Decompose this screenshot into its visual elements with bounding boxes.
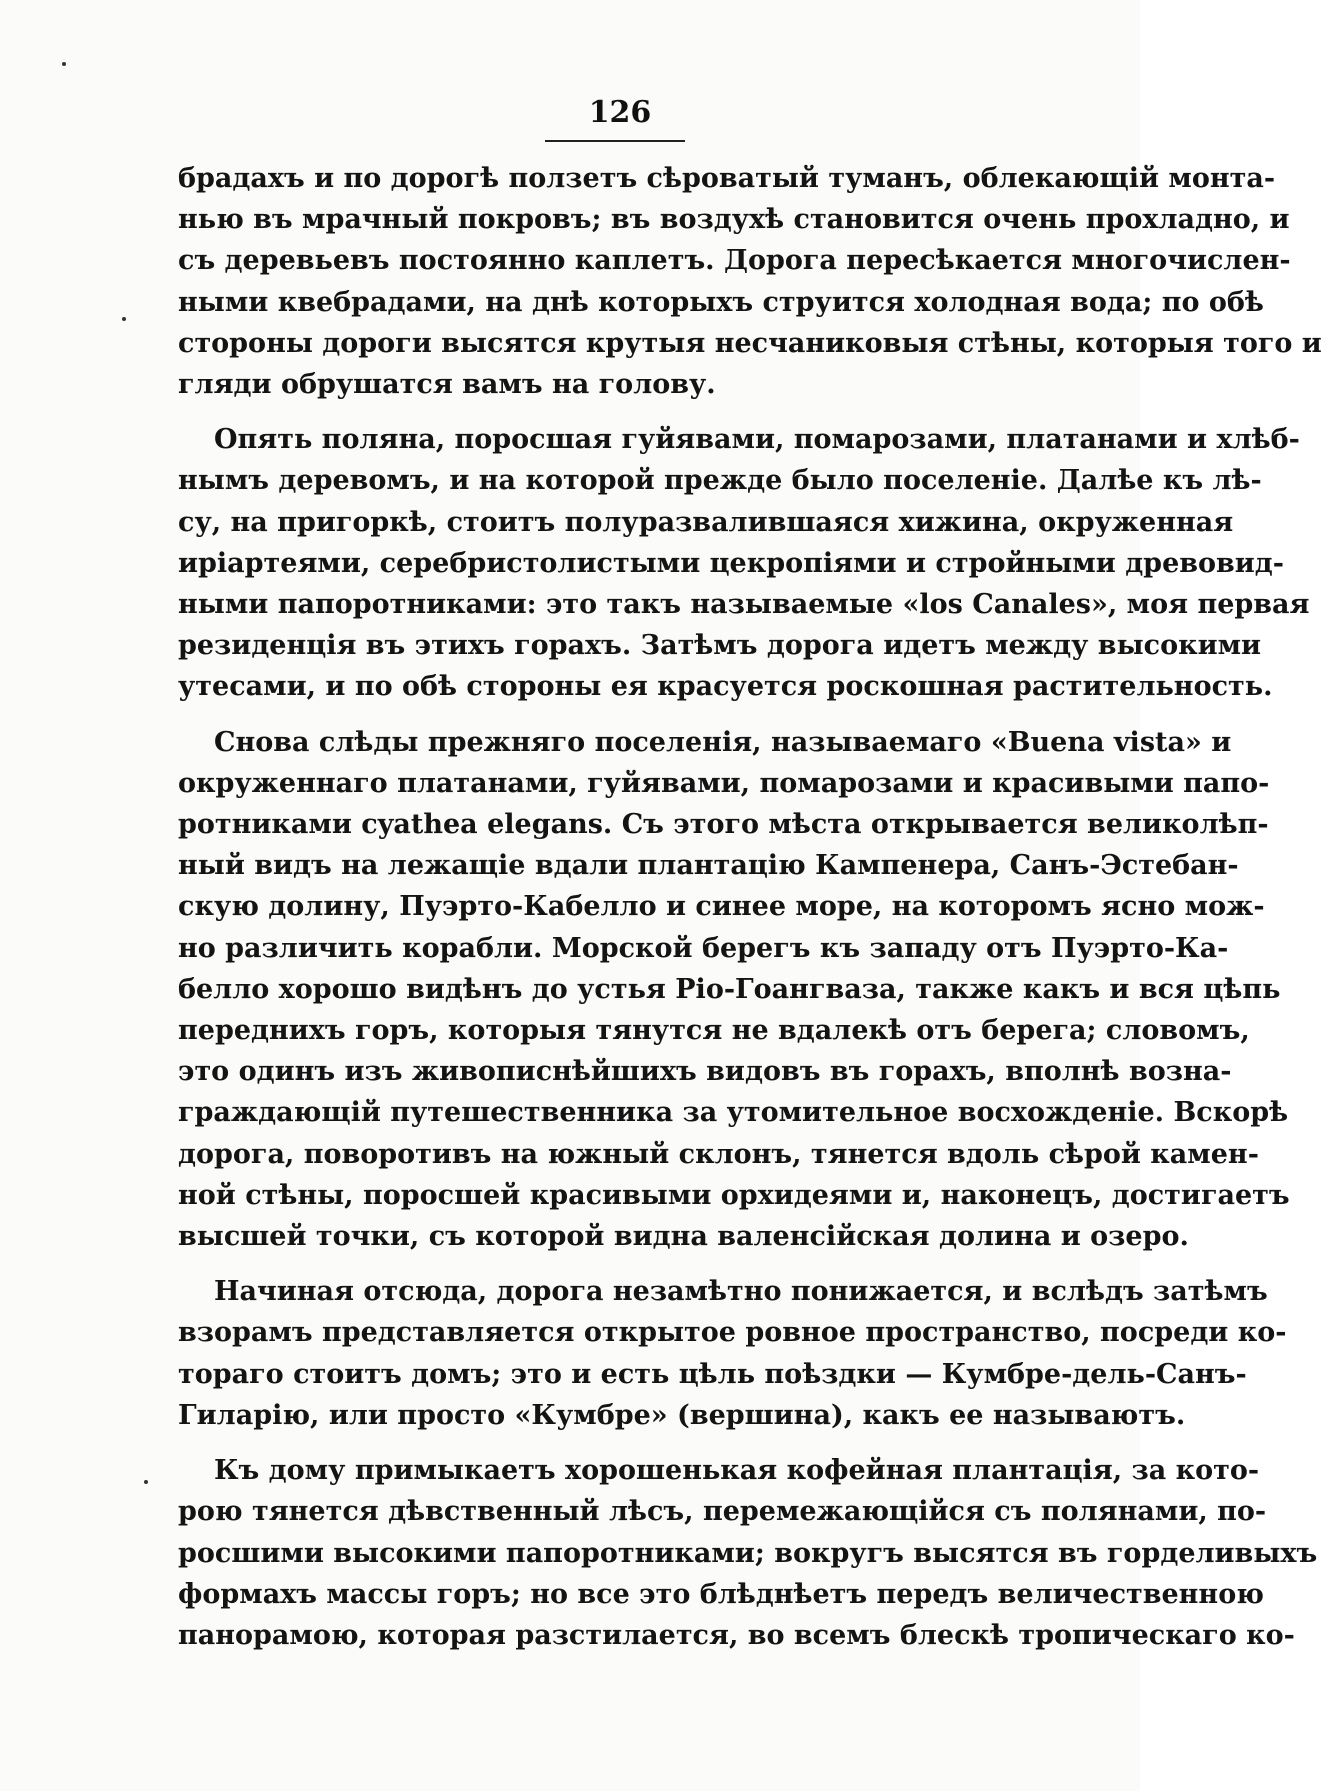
text-line: скую долину, Пуэрто-Кабелло и синее море, на которомъ ясно мож- [178,891,1265,923]
text-line: но различить корабли. Морской берегъ къ западу отъ Пуэрто-Ка- [178,932,1229,964]
text-line: стороны дороги высятся крутыя несчаниковыя стѣны, которыя того и [178,327,1322,359]
text-line: ными квебрадами, на днѣ которыхъ струится холодная вода; по обѣ [178,286,1264,318]
text-line: су, на пригоркѣ, стоитъ полуразвалившаяся хижина, окруженная [178,506,1234,538]
paragraph-gap [178,405,1048,419]
paragraph [178,419,1310,707]
text-line: резиденція въ этихъ горахъ. Затѣмъ дорога идетъ между высокими [178,630,1262,662]
scan-speck [62,62,66,66]
text-line: ный видъ на лежащіе вдали плантацію Кампенера, Санъ-Эстебан- [178,850,1239,882]
text-line: Снова слѣды прежняго поселенія, называемаго «Buena vista» и [214,726,1232,758]
paragraph [178,722,1290,1258]
page-number-rule [545,140,685,142]
text-line: окруженнаго платанами, гуйявами, помарозами и красивыми папо- [178,767,1270,799]
scan-speck [122,317,126,321]
text-line: высшей точки, съ которой видна валенсійская долина и озеро. [178,1221,1189,1253]
text-line: утесами, и по обѣ стороны ея красуется роскошная растительность. [178,671,1273,703]
text-line: брадахъ и по дорогѣ ползетъ сѣроватый туманъ, облекающій монта- [178,163,1276,194]
text-line: Гиларію, или просто «Кумбре» (вершина), какъ ее называютъ. [178,1399,1186,1431]
paragraph-gap [178,708,1048,722]
text-line: Начиная отсюда, дорога незамѣтно понижается, и вслѣдъ затѣмъ [214,1276,1268,1308]
text-line: съ деревьевъ постоянно каплетъ. Дорога пересѣкается многочислен- [178,245,1291,277]
text-line: белло хорошо видѣнъ до устья Ріо-Гоангваза, также какъ и вся цѣпь [178,973,1281,1005]
text-line: переднихъ горъ, которыя тянутся не вдалекѣ отъ берега; словомъ, [178,1015,1250,1047]
page-number: 126 [588,95,652,130]
text-line: Къ дому примыкаетъ хорошенькая кофейная плантація, за кото- [214,1455,1260,1487]
text-line: тораго стоитъ домъ; это и есть цѣль поѣздки — Кумбре-дель-Санъ- [178,1358,1247,1390]
paragraph [178,1271,1287,1436]
text-line: нью въ мрачный покровъ; въ воздухѣ становится очень прохладно, и [178,204,1290,236]
text-line: дорога, поворотивъ на южный склонъ, тянется вдоль сѣрой камен- [178,1138,1259,1170]
body-text [178,158,1322,1656]
text-line: панорамою, которая разстилается, во всемъ блескѣ тропическаго ко- [178,1619,1295,1651]
text-line: это одинъ изъ живописнѣйшихъ видовъ въ горахъ, вполнѣ возна- [178,1056,1232,1088]
paragraph [178,158,1322,405]
text-line: ными папоротниками: это такъ называемые «los Canales», моя первая [178,589,1310,621]
paragraph [178,1450,1318,1656]
text-line: Опять поляна, поросшая гуйявами, помарозами, платанами и хлѣб- [214,424,1300,456]
text-line: ротниками cyathea elegans. Съ этого мѣста открывается великолѣп- [178,809,1269,841]
text-line: иріартеями, серебристолистыми цекропіями и стройными древовид- [178,547,1284,579]
text-line: ной стѣны, поросшей красивыми орхидеями и, наконецъ, достигаетъ [178,1179,1290,1211]
text-line: гляди обрушатся вамъ на голову. [178,369,716,401]
text-line: граждающій путешественника за утомительное восхожденіе. Вскорѣ [178,1097,1289,1129]
scan-speck [144,1480,148,1484]
text-line: формахъ массы горъ; но все это блѣднѣетъ передъ величественною [178,1578,1264,1610]
text-line: рою тянется дѣвственный лѣсъ, перемежающійся съ полянами, по- [178,1496,1267,1528]
text-line: нымъ деревомъ, и на которой прежде было поселеніе. Далѣе къ лѣ- [178,465,1262,497]
text-line: росшими высокими папоротниками; вокругъ высятся въ горделивыхъ [178,1537,1318,1569]
text-line: взорамъ представляется открытое ровное пространство, посреди ко- [178,1317,1287,1349]
paragraph-gap [178,1436,1048,1450]
paragraph-gap [178,1257,1048,1271]
